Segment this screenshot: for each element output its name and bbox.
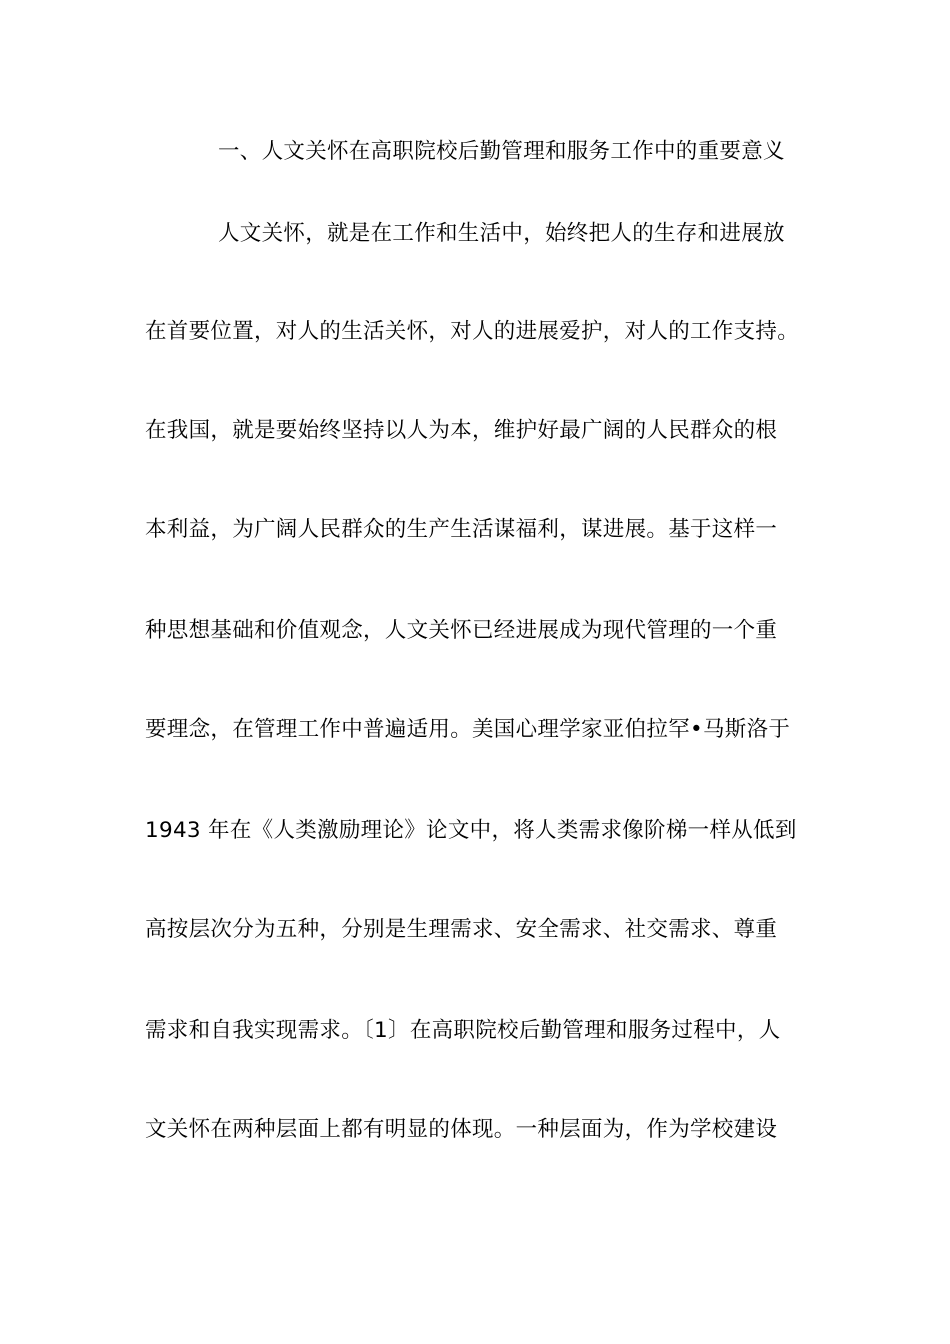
paragraph-line: 在我国，就是要始终坚持以人为本，维护好最广阔的人民群众的根	[145, 418, 778, 443]
paragraph-line: 人文关怀，就是在工作和生活中，始终把人的生存和进展放	[218, 221, 785, 246]
paragraph-line: 1943 年在《人类激励理论》论文中，将人类需求像阶梯一样从低到	[145, 818, 797, 843]
paragraph-line: 在首要位置，对人的生活关怀，对人的进展爱护，对人的工作支持。	[145, 319, 800, 344]
paragraph-line: 种思想基础和价值观念，人文关怀已经进展成为现代管理的一个重	[145, 618, 778, 643]
paragraph-line: 本利益，为广阔人民群众的生产生活谋福利，谋进展。基于这样一	[145, 517, 778, 542]
paragraph-line: 高按层次分为五种，分别是生理需求、安全需求、社交需求、尊重	[145, 917, 778, 942]
section-heading: 一、人文关怀在高职院校后勤管理和服务工作中的重要意义	[218, 139, 785, 164]
paragraph-line: 需求和自我实现需求。〔1〕在高职院校后勤管理和服务过程中，人	[145, 1018, 781, 1043]
paragraph-line: 要理念，在管理工作中普遍适用。美国心理学家亚伯拉罕•马斯洛于	[145, 717, 791, 742]
paragraph-line: 文关怀在两种层面上都有明显的体现。一种层面为，作为学校建设	[145, 1117, 778, 1142]
